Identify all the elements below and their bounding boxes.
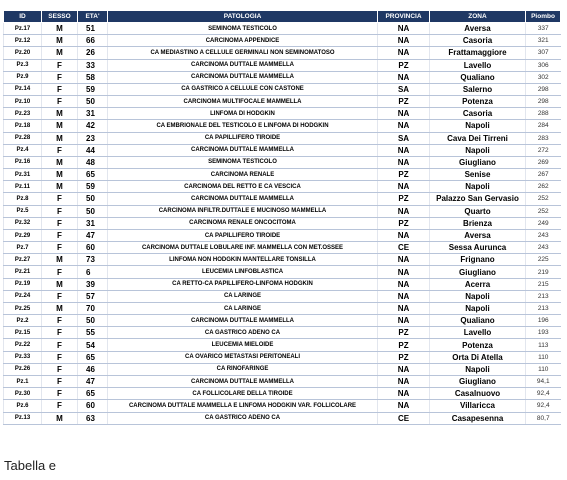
cell-sesso: F (42, 400, 78, 412)
cell-provincia: NA (378, 181, 430, 193)
cell-provincia: NA (378, 266, 430, 278)
header-id: ID (4, 11, 42, 23)
cell-eta: 57 (78, 290, 108, 302)
cell-eta: 60 (78, 400, 108, 412)
table-row (4, 278, 561, 290)
cell-piombo: 243 (526, 242, 561, 254)
cell-id: Pz.20 (4, 47, 42, 59)
cell-id: Pz.9 (4, 71, 42, 83)
table-header (4, 11, 561, 23)
cell-zona: Potenza (430, 339, 526, 351)
cell-id: Pz.14 (4, 83, 42, 95)
cell-provincia: CE (378, 412, 430, 424)
cell-zona: Aversa (430, 229, 526, 241)
cell-id: Pz.25 (4, 302, 42, 314)
cell-sesso: M (42, 23, 78, 35)
table-row (4, 108, 561, 120)
cell-sesso: M (42, 302, 78, 314)
cell-eta: 31 (78, 108, 108, 120)
cell-eta: 65 (78, 351, 108, 363)
cell-piombo: 337 (526, 23, 561, 35)
cell-id: Pz.18 (4, 120, 42, 132)
cell-id: Pz.23 (4, 108, 42, 120)
cell-eta: 47 (78, 229, 108, 241)
cell-provincia: NA (378, 375, 430, 387)
cell-sesso: F (42, 144, 78, 156)
cell-patologia: CA LARINGE (108, 290, 378, 302)
cell-sesso: F (42, 193, 78, 205)
table-row (4, 327, 561, 339)
cell-zona: Cava Dei Tirreni (430, 132, 526, 144)
cell-provincia: SA (378, 132, 430, 144)
cell-piombo: 94,1 (526, 375, 561, 387)
patients-table (3, 10, 561, 425)
cell-eta: 70 (78, 302, 108, 314)
cell-patologia: CARCINOMA DEL RETTO E CA VESCICA (108, 181, 378, 193)
cell-sesso: M (42, 120, 78, 132)
cell-sesso: M (42, 108, 78, 120)
cell-sesso: M (42, 412, 78, 424)
cell-provincia: NA (378, 315, 430, 327)
cell-zona: Orta Di Atella (430, 351, 526, 363)
cell-provincia: PZ (378, 96, 430, 108)
table-row (4, 266, 561, 278)
cell-id: Pz.16 (4, 156, 42, 168)
cell-eta: 6 (78, 266, 108, 278)
table-row (4, 59, 561, 71)
cell-provincia: PZ (378, 169, 430, 181)
cell-zona: Villaricca (430, 400, 526, 412)
cell-piombo: 252 (526, 193, 561, 205)
table-row (4, 315, 561, 327)
cell-provincia: NA (378, 290, 430, 302)
cell-piombo: 213 (526, 302, 561, 314)
cell-eta: 51 (78, 23, 108, 35)
cell-provincia: NA (378, 23, 430, 35)
cell-provincia: NA (378, 108, 430, 120)
cell-patologia: CARCINOMA DUTTALE MAMMELLA (108, 59, 378, 71)
cell-patologia: LEUCEMIA MIELOIDE (108, 339, 378, 351)
cell-provincia: PZ (378, 193, 430, 205)
cell-provincia: NA (378, 278, 430, 290)
cell-zona: Lavello (430, 327, 526, 339)
cell-provincia: NA (378, 47, 430, 59)
cell-id: Pz.2 (4, 315, 42, 327)
cell-piombo: 213 (526, 290, 561, 302)
cell-sesso: F (42, 388, 78, 400)
cell-id: Pz.15 (4, 327, 42, 339)
cell-provincia: NA (378, 144, 430, 156)
cell-patologia: SEMINOMA TESTICOLO (108, 23, 378, 35)
header-provincia: PROVINCIA (378, 11, 430, 23)
table-row (4, 217, 561, 229)
table-row (4, 400, 561, 412)
cell-zona: Napoli (430, 144, 526, 156)
table-row (4, 144, 561, 156)
header-row (4, 11, 561, 23)
cell-piombo: 302 (526, 71, 561, 83)
table-row (4, 363, 561, 375)
cell-patologia: CARCINOMA RENALE ONCOCITOMA (108, 217, 378, 229)
cell-zona: Frignano (430, 254, 526, 266)
cell-id: Pz.26 (4, 363, 42, 375)
cell-patologia: CARCINOMA DUTTALE MAMMELLA E LINFOMA HODGKIN VAR. FOLLICOLARE (108, 400, 378, 412)
cell-provincia: CE (378, 242, 430, 254)
cell-provincia: NA (378, 400, 430, 412)
cell-patologia: CARCINOMA DUTTALE MAMMELLA (108, 375, 378, 387)
cell-piombo: 193 (526, 327, 561, 339)
cell-id: Pz.4 (4, 144, 42, 156)
cell-zona: Giugliano (430, 375, 526, 387)
cell-patologia: CA RETTO-CA PAPILLIFERO-LINFOMA HODGKIN (108, 278, 378, 290)
cell-piombo: 288 (526, 108, 561, 120)
cell-provincia: PZ (378, 339, 430, 351)
cell-patologia: CARCINOMA DUTTALE MAMMELLA (108, 193, 378, 205)
cell-id: Pz.13 (4, 412, 42, 424)
cell-id: Pz.32 (4, 217, 42, 229)
cell-sesso: M (42, 156, 78, 168)
cell-id: Pz.21 (4, 266, 42, 278)
cell-sesso: M (42, 169, 78, 181)
cell-piombo: 196 (526, 315, 561, 327)
cell-sesso: F (42, 217, 78, 229)
cell-piombo: 215 (526, 278, 561, 290)
table-caption: Tabella e (4, 458, 57, 473)
cell-patologia: CA RINOFARINGE (108, 363, 378, 375)
cell-patologia: LINFOMA DI HODGKIN (108, 108, 378, 120)
cell-sesso: F (42, 71, 78, 83)
cell-piombo: 298 (526, 96, 561, 108)
cell-patologia: CARCINOMA INFILTR.DUTTALE E MUCINOSO MAMMELLA (108, 205, 378, 217)
cell-provincia: NA (378, 35, 430, 47)
cell-eta: 42 (78, 120, 108, 132)
cell-eta: 65 (78, 388, 108, 400)
cell-patologia: CARCINOMA DUTTALE LOBULARE INF. MAMMELLA CON MET.OSSEE (108, 242, 378, 254)
cell-eta: 65 (78, 169, 108, 181)
table-row (4, 242, 561, 254)
cell-eta: 55 (78, 327, 108, 339)
cell-eta: 59 (78, 83, 108, 95)
cell-provincia: NA (378, 229, 430, 241)
header-patologia: PATOLOGIA (108, 11, 378, 23)
cell-id: Pz.28 (4, 132, 42, 144)
cell-zona: Casoria (430, 108, 526, 120)
cell-eta: 31 (78, 217, 108, 229)
table-row (4, 23, 561, 35)
cell-id: Pz.33 (4, 351, 42, 363)
cell-provincia: NA (378, 120, 430, 132)
cell-eta: 50 (78, 193, 108, 205)
table-row (4, 229, 561, 241)
cell-eta: 50 (78, 96, 108, 108)
cell-zona: Frattamaggiore (430, 47, 526, 59)
cell-id: Pz.17 (4, 23, 42, 35)
cell-patologia: CA GASTRICO A CELLULE CON CASTONE (108, 83, 378, 95)
table-row (4, 193, 561, 205)
table-row (4, 71, 561, 83)
cell-zona: Casalnuovo (430, 388, 526, 400)
cell-provincia: PZ (378, 327, 430, 339)
cell-sesso: M (42, 47, 78, 59)
table-body (4, 23, 561, 425)
cell-sesso: F (42, 83, 78, 95)
table-row (4, 96, 561, 108)
cell-zona: Quarto (430, 205, 526, 217)
cell-id: Pz.30 (4, 388, 42, 400)
cell-sesso: F (42, 242, 78, 254)
cell-patologia: CARCINOMA APPENDICE (108, 35, 378, 47)
cell-eta: 54 (78, 339, 108, 351)
cell-piombo: 225 (526, 254, 561, 266)
cell-piombo: 267 (526, 169, 561, 181)
cell-id: Pz.8 (4, 193, 42, 205)
cell-patologia: CARCINOMA RENALE (108, 169, 378, 181)
cell-zona: Sessa Aurunca (430, 242, 526, 254)
cell-piombo: 249 (526, 217, 561, 229)
cell-id: Pz.5 (4, 205, 42, 217)
cell-zona: Giugliano (430, 156, 526, 168)
cell-piombo: 307 (526, 47, 561, 59)
table-row (4, 351, 561, 363)
cell-zona: Napoli (430, 290, 526, 302)
cell-patologia: CARCINOMA MULTIFOCALE MAMMELLA (108, 96, 378, 108)
cell-provincia: NA (378, 302, 430, 314)
table-row (4, 290, 561, 302)
cell-id: Pz.31 (4, 169, 42, 181)
cell-zona: Potenza (430, 96, 526, 108)
cell-patologia: LEUCEMIA LINFOBLASTICA (108, 266, 378, 278)
cell-patologia: CA GASTRICO ADENO CA (108, 327, 378, 339)
table-row (4, 169, 561, 181)
cell-zona: Aversa (430, 23, 526, 35)
cell-provincia: SA (378, 83, 430, 95)
cell-patologia: CA FOLLICOLARE DELLA TIROIDE (108, 388, 378, 400)
cell-patologia: CARCINOMA DUTTALE MAMMELLA (108, 71, 378, 83)
cell-eta: 50 (78, 315, 108, 327)
table-row (4, 339, 561, 351)
cell-sesso: M (42, 254, 78, 266)
cell-id: Pz.24 (4, 290, 42, 302)
cell-provincia: NA (378, 388, 430, 400)
cell-id: Pz.3 (4, 59, 42, 71)
cell-zona: Lavello (430, 59, 526, 71)
cell-patologia: CA OVARICO METASTASI PERITONEALI (108, 351, 378, 363)
table-row (4, 375, 561, 387)
cell-id: Pz.7 (4, 242, 42, 254)
cell-zona: Napoli (430, 302, 526, 314)
table-row (4, 254, 561, 266)
cell-patologia: CA EMBRIONALE DEL TESTICOLO E LINFOMA DI HODGKIN (108, 120, 378, 132)
cell-provincia: NA (378, 156, 430, 168)
header-sesso: SESSO (42, 11, 78, 23)
table-row (4, 156, 561, 168)
header-eta: ETA' (78, 11, 108, 23)
cell-sesso: M (42, 35, 78, 47)
cell-patologia: CARCINOMA DUTTALE MAMMELLA (108, 144, 378, 156)
cell-zona: Casoria (430, 35, 526, 47)
table-row (4, 388, 561, 400)
cell-eta: 66 (78, 35, 108, 47)
cell-piombo: 284 (526, 120, 561, 132)
cell-piombo: 110 (526, 351, 561, 363)
table-row (4, 83, 561, 95)
cell-piombo: 272 (526, 144, 561, 156)
cell-piombo: 110 (526, 363, 561, 375)
cell-eta: 73 (78, 254, 108, 266)
cell-eta: 63 (78, 412, 108, 424)
cell-sesso: F (42, 315, 78, 327)
table-row (4, 35, 561, 47)
cell-eta: 60 (78, 242, 108, 254)
cell-sesso: F (42, 290, 78, 302)
cell-zona: Casapesenna (430, 412, 526, 424)
cell-eta: 44 (78, 144, 108, 156)
cell-patologia: SEMINOMA TESTICOLO (108, 156, 378, 168)
cell-patologia: CA PAPILLIFERO TIROIDE (108, 132, 378, 144)
cell-eta: 46 (78, 363, 108, 375)
cell-provincia: NA (378, 254, 430, 266)
cell-id: Pz.12 (4, 35, 42, 47)
cell-piombo: 269 (526, 156, 561, 168)
cell-sesso: M (42, 132, 78, 144)
cell-patologia: CA PAPILLIFERO TIROIDE (108, 229, 378, 241)
cell-provincia: NA (378, 71, 430, 83)
cell-eta: 59 (78, 181, 108, 193)
cell-eta: 39 (78, 278, 108, 290)
cell-zona: Senise (430, 169, 526, 181)
cell-eta: 48 (78, 156, 108, 168)
table-row (4, 181, 561, 193)
cell-sesso: F (42, 339, 78, 351)
cell-zona: Qualiano (430, 71, 526, 83)
cell-sesso: F (42, 229, 78, 241)
cell-eta: 23 (78, 132, 108, 144)
cell-id: Pz.1 (4, 375, 42, 387)
table-row (4, 132, 561, 144)
cell-piombo: 262 (526, 181, 561, 193)
cell-patologia: LINFOMA NON HODGKIN MANTELLARE TONSILLA (108, 254, 378, 266)
cell-piombo: 298 (526, 83, 561, 95)
cell-id: Pz.10 (4, 96, 42, 108)
cell-sesso: F (42, 363, 78, 375)
cell-sesso: F (42, 327, 78, 339)
cell-piombo: 321 (526, 35, 561, 47)
cell-piombo: 306 (526, 59, 561, 71)
cell-provincia: PZ (378, 59, 430, 71)
cell-sesso: F (42, 205, 78, 217)
cell-patologia: CA MEDIASTINO A CELLULE GERMINALI NON SEMINOMATOSO (108, 47, 378, 59)
cell-piombo: 283 (526, 132, 561, 144)
header-zona: ZONA (430, 11, 526, 23)
cell-patologia: CARCINOMA DUTTALE MAMMELLA (108, 315, 378, 327)
cell-sesso: F (42, 266, 78, 278)
cell-zona: Napoli (430, 120, 526, 132)
cell-eta: 50 (78, 205, 108, 217)
cell-provincia: NA (378, 363, 430, 375)
cell-id: Pz.19 (4, 278, 42, 290)
table-row (4, 302, 561, 314)
cell-sesso: F (42, 351, 78, 363)
cell-patologia: CA GASTRICO ADENO CA (108, 412, 378, 424)
cell-sesso: M (42, 181, 78, 193)
cell-piombo: 252 (526, 205, 561, 217)
cell-id: Pz.6 (4, 400, 42, 412)
cell-piombo: 92,4 (526, 400, 561, 412)
cell-zona: Palazzo San Gervasio (430, 193, 526, 205)
cell-provincia: PZ (378, 351, 430, 363)
table-row (4, 205, 561, 217)
cell-piombo: 243 (526, 229, 561, 241)
table-row (4, 47, 561, 59)
cell-patologia: CA LARINGE (108, 302, 378, 314)
cell-zona: Napoli (430, 181, 526, 193)
table-row (4, 412, 561, 424)
cell-id: Pz.11 (4, 181, 42, 193)
header-piombo: Piombo (526, 11, 561, 23)
cell-zona: Salerno (430, 83, 526, 95)
cell-piombo: 80,7 (526, 412, 561, 424)
cell-sesso: F (42, 59, 78, 71)
cell-sesso: M (42, 278, 78, 290)
cell-zona: Napoli (430, 363, 526, 375)
cell-sesso: F (42, 375, 78, 387)
cell-eta: 26 (78, 47, 108, 59)
cell-provincia: PZ (378, 217, 430, 229)
cell-eta: 33 (78, 59, 108, 71)
cell-eta: 58 (78, 71, 108, 83)
cell-provincia: NA (378, 205, 430, 217)
cell-sesso: F (42, 96, 78, 108)
cell-piombo: 219 (526, 266, 561, 278)
cell-zona: Giugliano (430, 266, 526, 278)
cell-zona: Acerra (430, 278, 526, 290)
cell-zona: Qualiano (430, 315, 526, 327)
cell-piombo: 92,4 (526, 388, 561, 400)
table-row (4, 120, 561, 132)
cell-eta: 47 (78, 375, 108, 387)
cell-piombo: 113 (526, 339, 561, 351)
cell-id: Pz.27 (4, 254, 42, 266)
cell-id: Pz.22 (4, 339, 42, 351)
cell-id: Pz.29 (4, 229, 42, 241)
cell-zona: Brienza (430, 217, 526, 229)
